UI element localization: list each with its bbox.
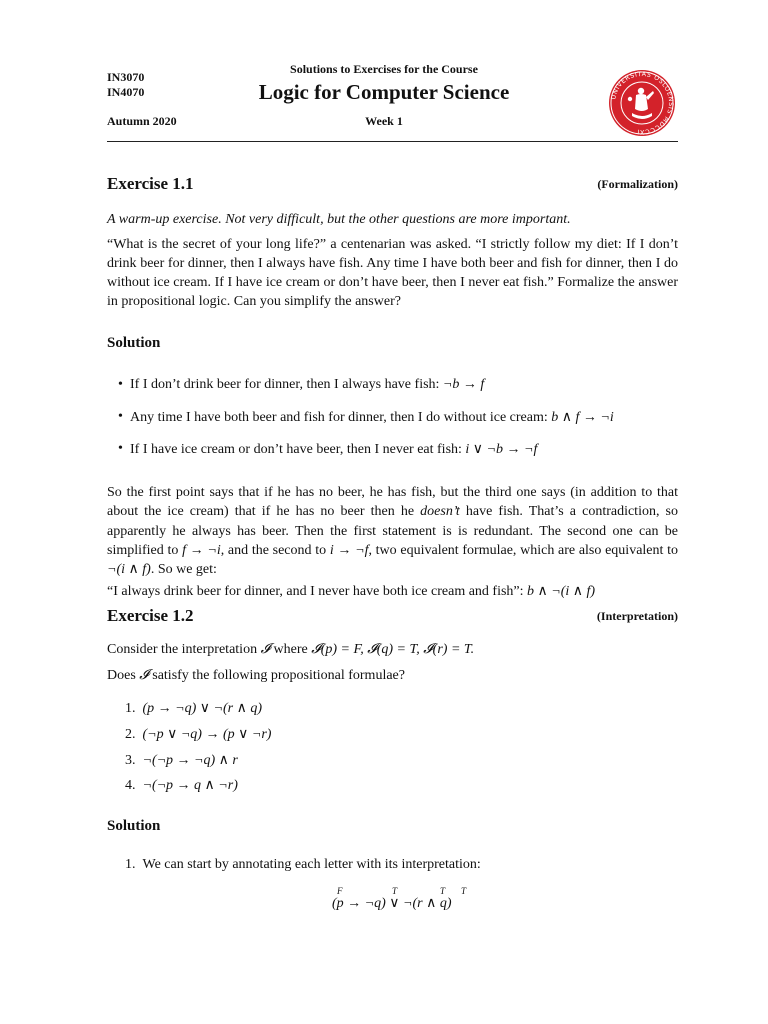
exercise-1-1-intro: A warm-up exercise. Not very difficult, but the other questions are more important. <box>107 212 571 227</box>
discussion-formula-1: f → ¬i <box>182 542 221 558</box>
step-1-num: 1. <box>125 857 136 872</box>
consider-formula: 𝓘(p) = F, 𝓘(q) = T, 𝓘(r) = T. <box>311 642 475 657</box>
course-code-2: IN4070 <box>107 85 145 99</box>
bullet-1-formula: ¬b → f <box>442 377 485 392</box>
annotation-r: T <box>440 886 446 896</box>
week-label: Week 1 <box>365 114 403 128</box>
annotated-formula <box>330 886 490 920</box>
solution-step-1 <box>125 857 481 873</box>
annotated-formula-text: (p → ¬q) ∨ ¬(r ∧ q) <box>332 896 452 911</box>
bullet-item-2 <box>130 409 614 426</box>
step-1-text: We can start by annotating each letter with its interpretation: <box>142 857 481 872</box>
discussion-formula-3: ¬(i ∧ f) <box>107 562 151 578</box>
bullet-1-text: If I don’t drink beer for dinner, then I always have fish: <box>130 377 443 392</box>
discussion-part-2: have fish. That’s a contradiction, so apparently he always has beer. Then the first statement is is redundant. The second one can be simplified to <box>107 504 678 558</box>
formula-2: (¬p ∨ ¬q) → (p ∨ ¬r) <box>142 727 272 742</box>
annotation-p: F <box>337 886 343 896</box>
exercise-1-2-question <box>107 666 678 685</box>
discussion-part-1: So the first point says that if he has no beer, he has fish, but the third one says (in addition to that about the ice cream) that if he has no beer then he <box>107 485 678 520</box>
conclusion-formula: b ∧ ¬(i ∧ f) <box>527 584 596 599</box>
exercise-1-2-solution-label: Solution <box>107 818 161 834</box>
conclusion-text: “I always drink beer for dinner, and I never have both ice cream and fish”: <box>107 584 528 599</box>
discussion-emphasis: doesn’t <box>420 504 460 520</box>
exercise-1-1-discussion <box>107 483 678 579</box>
annotation-q1: T <box>392 886 398 896</box>
formula-4-num: 4. <box>125 778 136 793</box>
bullet-3-text: If I have ice cream or don’t have beer, then I never eat fish: <box>130 442 466 457</box>
consider-symbol: 𝓘 <box>260 642 271 657</box>
exercise-1-1-question: “What is the secret of your long life?” a centenarian was asked. “I strictly follow my diet: If I don’t drink beer for dinner, then I always have fish. Any time I have both beer and fish for dinner, then I do without ice cream. If I have ice cream or don’t have beer, then I never eat fish.” Formalize the answer in propositional logic. Can you simplify the answer? <box>107 237 678 309</box>
term-label: Autumn 2020 <box>107 114 177 128</box>
formula-item-3 <box>125 752 238 769</box>
formula-3: ¬(¬p → ¬q) ∧ r <box>142 753 238 768</box>
bullet-item-1 <box>130 377 484 393</box>
does-symbol: 𝓘 <box>139 668 149 683</box>
consider-text: Consider the interpretation <box>107 642 261 657</box>
course-code-1: IN3070 <box>107 70 145 84</box>
discussion-part-4: , two equivalent formulae, which are also equivalent to <box>368 542 678 558</box>
formula-item-1 <box>125 700 262 717</box>
formula-4: ¬(¬p → q ∧ ¬r) <box>142 778 238 793</box>
exercise-1-2-consider <box>107 640 678 659</box>
exercise-1-2-heading <box>107 606 678 626</box>
exercise-1-1-solution-label: Solution <box>107 335 161 351</box>
discussion-formula-2: i → ¬f <box>329 542 369 558</box>
exercise-1-1-tag: (Formalization) <box>597 177 678 191</box>
discussion-part-3: , and the second to <box>220 542 330 558</box>
exercise-1-1-conclusion <box>107 582 678 601</box>
formula-1-num: 1. <box>125 701 136 716</box>
doc-title: Logic for Computer Science <box>258 80 510 104</box>
does-text-a: Does <box>107 668 140 683</box>
formula-2-num: 2. <box>125 727 136 742</box>
exercise-1-1-title: Exercise 1.1 <box>107 174 194 193</box>
bullet-2-formula: b ∧ f → ¬i <box>551 410 614 425</box>
university-seal-icon <box>608 69 676 137</box>
consider-where: where <box>270 642 312 657</box>
exercise-1-2-title: Exercise 1.2 <box>107 606 194 625</box>
exercise-1-2-tag: (Interpretation) <box>596 609 678 623</box>
does-text-b: satisfy the following propositional formulae? <box>148 668 405 683</box>
doc-subtitle: Solutions to Exercises for the Course <box>290 62 478 76</box>
annotation-q2: T <box>461 886 467 896</box>
bullet-item-3 <box>130 441 537 458</box>
seal-text: UNIVERSITAS OSLOENSIS MDCCCXI <box>610 70 675 136</box>
formula-item-4 <box>125 777 238 794</box>
bullet-3-formula: i ∨ ¬b → ¬f <box>465 442 538 457</box>
formula-1: (p → ¬q) ∨ ¬(r ∧ q) <box>142 701 262 716</box>
formula-3-num: 3. <box>125 753 136 768</box>
exercise-1-1-heading <box>107 174 678 194</box>
bullet-2-text: Any time I have both beer and fish for dinner, then I do without ice cream: <box>130 410 552 425</box>
header-rule <box>107 141 678 142</box>
formula-item-2 <box>125 726 271 743</box>
discussion-part-5: . So we get: <box>150 562 217 578</box>
